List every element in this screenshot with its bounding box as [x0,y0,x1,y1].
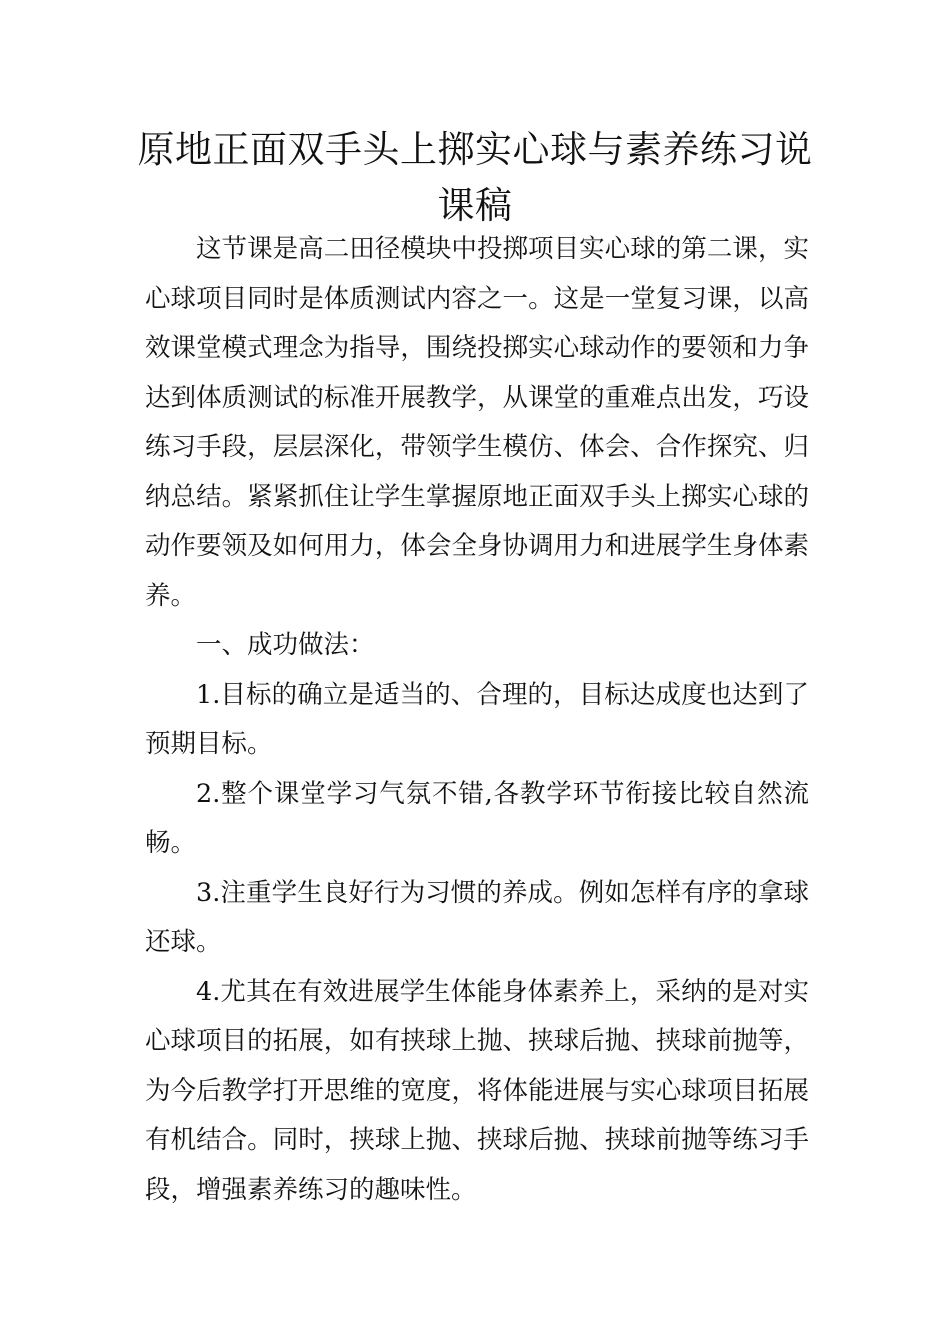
section-heading-successes: 一、成功做法： [196,630,375,660]
list-item-4: 4.尤其在有效进展学生体能身体素养上，采纳的是对实心球项目的拓展，如有挟球上抛、挟球后抛、挟球前抛等，为今后教学打开思维的宽度，将体能进展与实心球项目拓展有机结合。同时，挟球上抛、挟球后抛、挟球前抛等练习手段，增强素养练习的趣味性。 [145,976,809,1205]
document-body [145,225,809,1215]
document-title: 原地正面双手头上掷实心球与素养练习说课稿 [137,128,813,227]
list-item-2: 2.整个课堂学习气氛不错,各教学环节衔接比较自然流畅。 [145,778,809,858]
paragraph-intro: 这节课是高二田径模块中投掷项目实心球的第二课，实心球项目同时是体质测试内容之一。这是一堂复习课，以高效课堂模式理念为指导，围绕投掷实心球动作的要领和力争达到体质测试的标准开展教学，从课堂的重难点出发，巧设练习手段，层层深化，带领学生模仿、体会、合作探究、归纳总结。紧紧抓住让学生掌握原地正面双手头上掷实心球的动作要领及如何用力，体会全身协调用力和进展学生身体素养。 [145,234,809,611]
list-item-1: 1.目标的确立是适当的、合理的，目标达成度也达到了预期目标。 [145,679,809,759]
list-item-3: 3.注重学生良好行为习惯的养成。例如怎样有序的拿球还球。 [145,877,809,957]
